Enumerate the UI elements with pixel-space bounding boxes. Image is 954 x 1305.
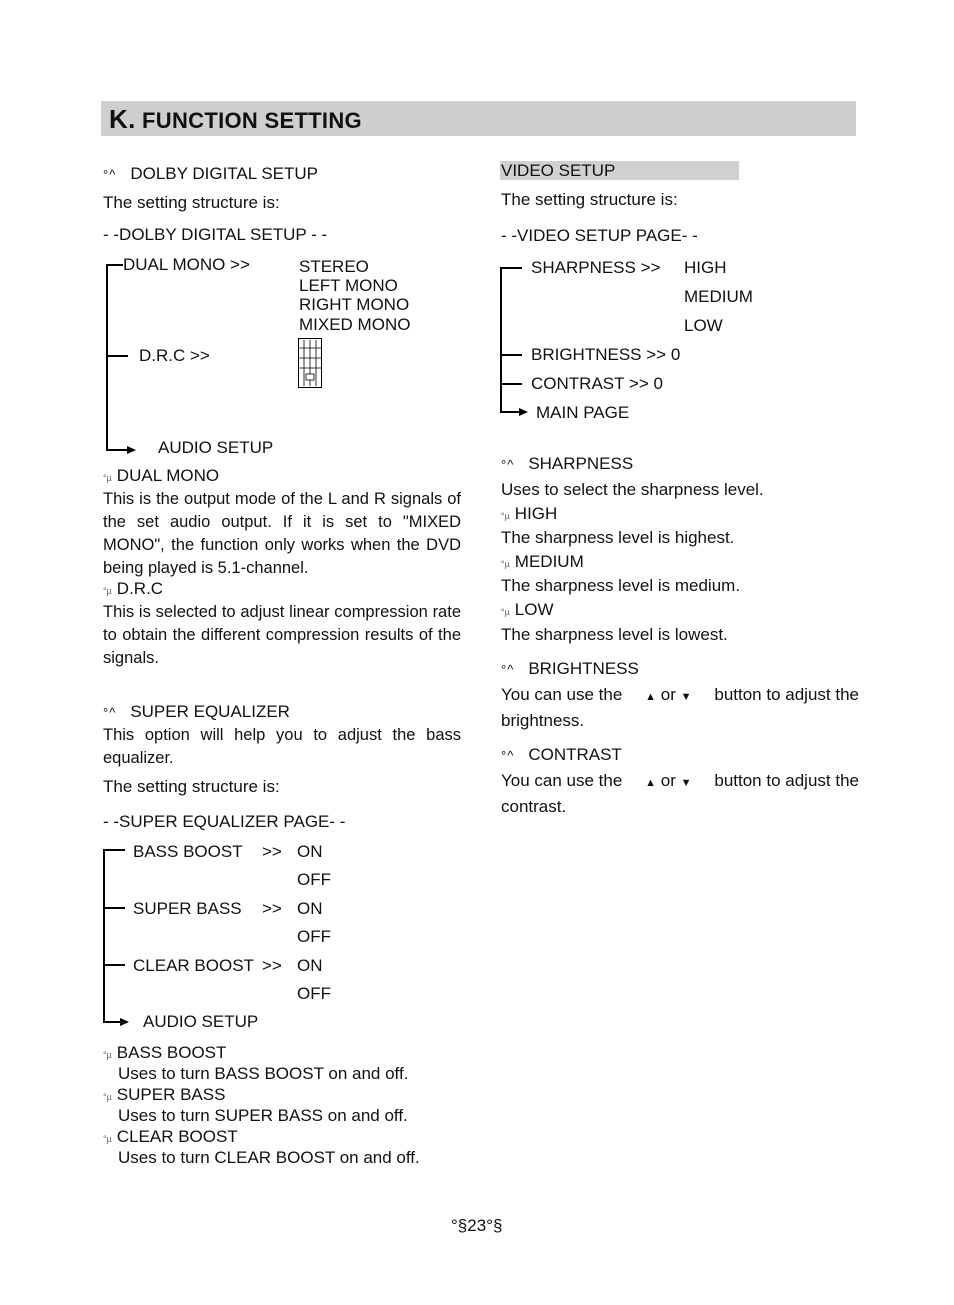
arrow-right-icon bbox=[120, 1018, 129, 1026]
drc-slider-icon bbox=[298, 338, 322, 388]
clear-boost-off: OFF bbox=[297, 984, 331, 1003]
dolby-structure-text: The setting structure is: bbox=[103, 193, 280, 212]
arrow-right-icon bbox=[127, 446, 136, 454]
contrast-description-line: You can use the ▲ or ▼ button to adjust the bbox=[501, 771, 859, 790]
eq-tree-branch bbox=[103, 1021, 120, 1023]
option-right-mono: RIGHT MONO bbox=[299, 295, 410, 314]
drc-heading: $^{^\circ\mu}$ D.R.C bbox=[103, 579, 164, 598]
super-eq-intro: This option will help you to adjust the bass equalizer. bbox=[103, 726, 461, 767]
page-number: °§23°§ bbox=[451, 1216, 503, 1235]
note-clear-boost-text: Uses to turn CLEAR BOOST on and off. bbox=[118, 1148, 420, 1167]
down-arrow-icon: ▼ bbox=[680, 691, 692, 703]
sharpness-high-heading: $^{^\circ\mu}$ HIGH bbox=[501, 504, 558, 523]
super-bass-on: ON bbox=[297, 899, 323, 918]
eq-tree-line bbox=[103, 849, 105, 1023]
clear-boost-item: CLEAR BOOST bbox=[133, 956, 254, 975]
option-high: HIGH bbox=[684, 258, 727, 277]
note-bass-boost-text: Uses to turn BASS BOOST on and off. bbox=[118, 1064, 409, 1083]
dual-mono-heading: $^{^\circ\mu}$ DUAL MONO bbox=[103, 466, 220, 485]
video-tree-branch bbox=[500, 411, 520, 413]
contrast-description-end: contrast. bbox=[501, 797, 567, 816]
dolby-page-title: - -DOLBY DIGITAL SETUP - - bbox=[103, 225, 328, 244]
sharpness-low-text: The sharpness level is lowest. bbox=[501, 625, 728, 644]
dolby-tree-branch bbox=[106, 264, 123, 266]
dual-mono-description: This is the output mode of the L and R signals of the set audio output. If it is set to "MIXED MONO", the function only works when the DVD being played is 5.1-channel. bbox=[103, 490, 461, 577]
sharpness-medium-text: The sharpness level is medium. bbox=[501, 576, 741, 595]
note-bass-boost-heading: $^{^\circ\mu}$ BASS BOOST bbox=[103, 1043, 227, 1062]
video-tree-branch bbox=[500, 354, 522, 356]
sharpness-high-text: The sharpness level is highest. bbox=[501, 528, 735, 547]
dolby-tree-line bbox=[106, 264, 108, 450]
contrast-item: CONTRAST >> 0 bbox=[531, 374, 663, 393]
note-clear-boost-heading: $^{^\circ\mu}$ CLEAR BOOST bbox=[103, 1127, 238, 1146]
drc-item: D.R.C >> bbox=[139, 346, 210, 365]
sharpness-intro: Uses to select the sharpness level. bbox=[501, 480, 764, 499]
arrow-right-icon bbox=[519, 408, 528, 416]
sharpness-low-heading: $^{^\circ\mu}$ LOW bbox=[501, 600, 554, 619]
main-page-item: MAIN PAGE bbox=[536, 403, 630, 422]
clear-boost-arrow: >> bbox=[262, 956, 282, 975]
brightness-description-line: You can use the ▲ or ▼ button to adjust the bbox=[501, 685, 859, 704]
dual-mono-item: DUAL MONO >> bbox=[123, 255, 250, 274]
option-stereo: STEREO bbox=[299, 257, 369, 276]
brightness-item: BRIGHTNESS >> 0 bbox=[531, 345, 681, 364]
audio-setup-item: AUDIO SETUP bbox=[158, 438, 274, 457]
note-super-bass-heading: $^{^\circ\mu}$ SUPER BASS bbox=[103, 1085, 226, 1104]
eq-tree-branch bbox=[103, 849, 125, 851]
up-arrow-icon: ▲ bbox=[645, 691, 657, 703]
brightness-heading: °^ BRIGHTNESS bbox=[501, 659, 639, 678]
down-arrow-icon: ▼ bbox=[680, 777, 692, 789]
dolby-tree-branch bbox=[106, 355, 128, 357]
option-mixed-mono: MIXED MONO bbox=[299, 315, 411, 334]
video-tree-branch bbox=[500, 267, 522, 269]
bass-boost-arrow: >> bbox=[262, 842, 282, 861]
eq-tree-branch bbox=[103, 964, 125, 966]
super-bass-off: OFF bbox=[297, 927, 331, 946]
super-eq-heading: °^ SUPER EQUALIZER bbox=[103, 702, 290, 721]
contrast-heading: °^ CONTRAST bbox=[501, 745, 622, 764]
option-low: LOW bbox=[684, 316, 723, 335]
sharpness-item: SHARPNESS >> bbox=[531, 258, 661, 277]
bass-boost-on: ON bbox=[297, 842, 323, 861]
bass-boost-off: OFF bbox=[297, 870, 331, 889]
video-tree-branch bbox=[500, 383, 522, 385]
sharpness-heading: °^ SHARPNESS bbox=[501, 454, 634, 473]
option-left-mono: LEFT MONO bbox=[299, 276, 398, 295]
bass-boost-item: BASS BOOST bbox=[133, 842, 243, 861]
option-medium: MEDIUM bbox=[684, 287, 753, 306]
clear-boost-on: ON bbox=[297, 956, 323, 975]
brightness-description-end: brightness. bbox=[501, 711, 585, 730]
super-bass-item: SUPER BASS bbox=[133, 899, 242, 918]
drc-description: This is selected to adjust linear compression rate to obtain the different compression results of the signals. bbox=[103, 603, 461, 667]
video-structure-text: The setting structure is: bbox=[501, 190, 678, 209]
dolby-heading: °^ DOLBY DIGITAL SETUP bbox=[103, 164, 318, 183]
super-eq-page-title: - -SUPER EQUALIZER PAGE- - bbox=[103, 812, 346, 831]
eq-tree-branch bbox=[103, 907, 125, 909]
up-arrow-icon: ▲ bbox=[645, 777, 657, 789]
section-title: K. FUNCTION SETTING bbox=[109, 104, 362, 134]
video-tree-line bbox=[500, 267, 502, 412]
dolby-tree-branch bbox=[106, 449, 128, 451]
note-super-bass-text: Uses to turn SUPER BASS on and off. bbox=[118, 1106, 408, 1125]
eq-audio-setup-item: AUDIO SETUP bbox=[143, 1012, 259, 1031]
super-bass-arrow: >> bbox=[262, 899, 282, 918]
sharpness-medium-heading: $^{^\circ\mu}$ MEDIUM bbox=[501, 552, 584, 571]
video-page-title: - -VIDEO SETUP PAGE- - bbox=[501, 226, 698, 245]
super-eq-structure-text: The setting structure is: bbox=[103, 777, 280, 796]
video-setup-heading: VIDEO SETUP bbox=[501, 161, 616, 180]
